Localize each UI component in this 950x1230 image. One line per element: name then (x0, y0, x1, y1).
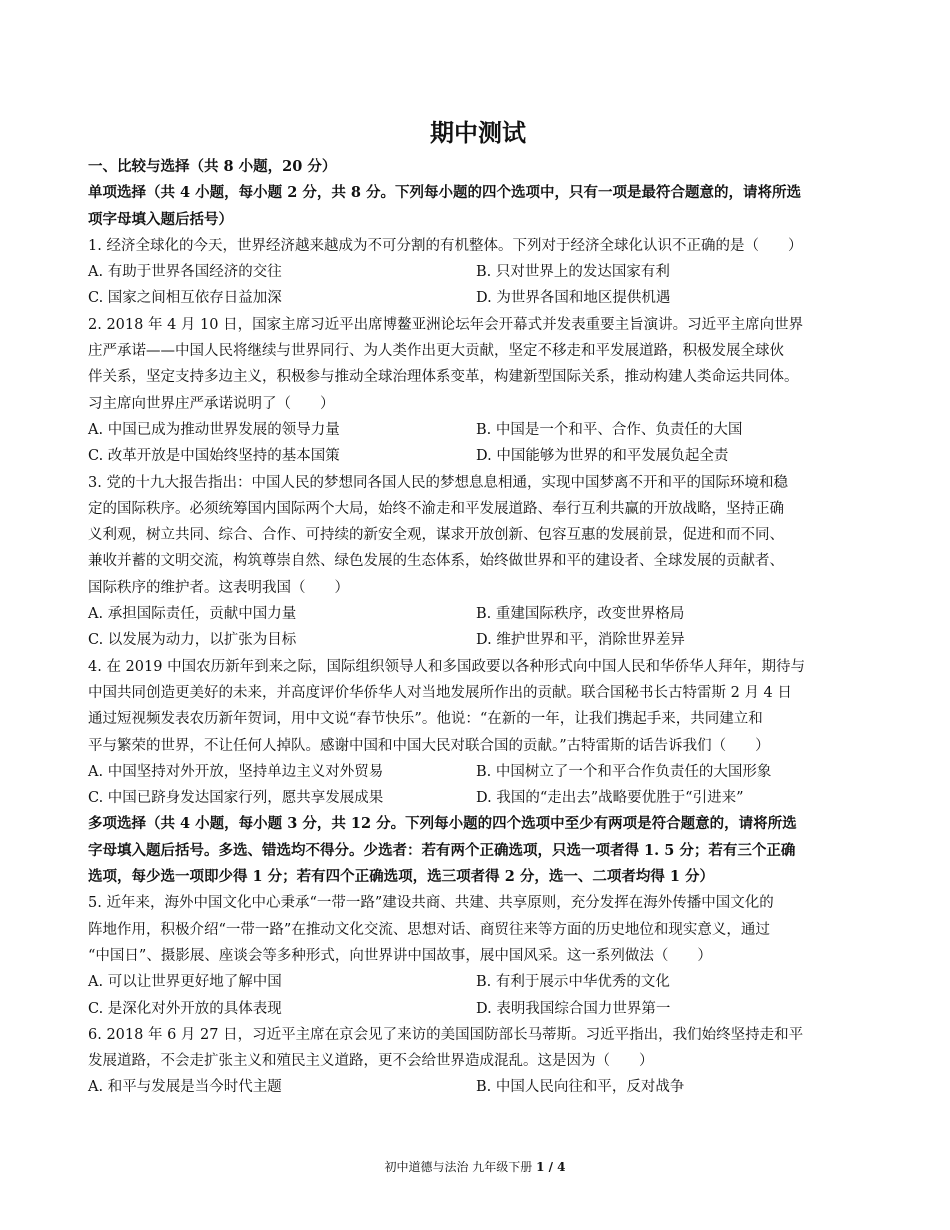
option-a: A. 承担国际责任，贡献中国力量 (88, 606, 297, 623)
question-5-stem: 阵地作用，积极介绍“一带一路”在推动文化交流、思想对话、商贸往来等方面的历史地位和现实意义，通过 (88, 921, 770, 938)
multi-choice-instructions: 字母填入题后括号。多选、错选均不得分。少选者：若有两个正确选项，只选一项者得 1. 5 分；若有三个正确 (88, 841, 796, 859)
section-heading: 一、比较与选择（共 8 小题，20 分） (88, 158, 337, 175)
question-6-stem: 发展道路，不会走扩张主义和殖民主义道路，更不会给世界造成混乱。这是因为（ ） (88, 1053, 654, 1070)
question-4-options (88, 785, 868, 811)
single-choice-instructions: 单项选择（共 4 小题，每小题 2 分，共 8 分。下列每小题的四个选项中，只有一项是最符合题意的，请将所选 (88, 184, 802, 202)
question-4-options (88, 759, 868, 785)
single-choice-instructions: 项字母填入题后括号） (88, 210, 233, 228)
question-3-stem: 定的国际秩序。必须统筹国内国际两个大局，始终不渝走和平发展道路、奉行互利共赢的开放战略，坚持正确 (88, 500, 784, 517)
option-b: B. 中国树立了一个和平合作负责任的大国形象 (476, 763, 772, 780)
option-c: C. 是深化对外开放的具体表现 (88, 1000, 282, 1017)
option-c: C. 国家之间相互依存日益加深 (88, 290, 282, 307)
multi-choice-instructions: 选项，每少选一项即少得 1 分；若有四个正确选项，选三项者得 2 分，选一、二项者均得 1 分） (88, 868, 715, 886)
option-c: C. 以发展为动力，以扩张为目标 (88, 632, 297, 649)
page-number: 1 / 4 (536, 1160, 566, 1174)
question-2-stem: 庄严承诺——中国人民将继续与世界同行、为人类作出更大贡献，坚定不移走和平发展道路，积极发展全球伙 (88, 343, 784, 360)
option-d: D. 表明我国综合国力世界第一 (476, 1000, 671, 1017)
question-1-options (88, 259, 868, 285)
question-2-stem: 习主席向世界庄严承诺说明了（ ） (88, 395, 335, 412)
multi-choice-instructions: 多项选择（共 4 小题，每小题 3 分，共 12 分。下列每小题的四个选项中至少有两项是符合题意的，请将所选 (88, 815, 797, 833)
question-4-stem: 通过短视频发表农历新年贺词，用中文说“春节快乐”。他说：“在新的一年，让我们携起手来，共同建立和 (88, 711, 763, 728)
question-3-options (88, 601, 868, 627)
option-b: B. 重建国际秩序，改变世界格局 (476, 606, 685, 623)
question-3-options (88, 627, 868, 653)
page-footer (0, 1158, 950, 1175)
option-a: A. 中国坚持对外开放，坚持单边主义对外贸易 (88, 763, 384, 780)
option-b: B. 中国是一个和平、合作、负责任的大国 (476, 421, 743, 438)
option-a: A. 和平与发展是当今时代主题 (88, 1079, 282, 1096)
option-d: D. 中国能够为世界的和平发展负起全责 (476, 448, 729, 465)
question-5-options (88, 996, 868, 1022)
option-a: A. 有助于世界各国经济的交往 (88, 264, 282, 281)
option-b: B. 只对世界上的发达国家有利 (476, 264, 670, 281)
question-3-stem: 兼收并蓄的文明交流，构筑尊崇自然、绿色发展的生态体系，始终做世界和平的建设者、全球发展的贡献者、 (88, 553, 784, 570)
question-5-stem: “中国日”、摄影展、座谈会等多种形式，向世界讲中国故事，展中国风采。这一系列做法（ ） (88, 947, 712, 964)
option-c: C. 改革开放是中国始终坚持的基本国策 (88, 448, 340, 465)
page-content (88, 112, 868, 1101)
question-3-stem: 国际秩序的维护者。这表明我国（ ） (88, 579, 349, 596)
page-title: 期中测试 (430, 118, 526, 147)
option-d: D. 为世界各国和地区提供机遇 (476, 290, 671, 307)
option-c: C. 中国已跻身发达国家行列，愿共享发展成果 (88, 790, 384, 807)
question-2-stem: 伴关系，坚定支持多边主义，积极参与推动全球治理体系变革，构建新型国际关系，推动构建人类命运共同体。 (88, 369, 799, 386)
question-3-stem: 义利观，树立共同、综合、合作、可持续的新安全观，谋求开放创新、包容互惠的发展前景，促进和而不同、 (88, 527, 784, 544)
question-4-stem: 中国共同创造更美好的未来，并高度评价华侨华人对当地发展所作出的贡献。联合国秘书长古特雷斯 2 月 4 日 (88, 684, 792, 701)
question-2-stem: 2. 2018 年 4 月 10 日，国家主席习近平出席博鳌亚洲论坛年会开幕式并发表重要主旨演讲。习近平主席向世界 (88, 316, 804, 333)
option-a: A. 中国已成为推动世界发展的领导力量 (88, 421, 340, 438)
option-b: B. 有利于展示中华优秀的文化 (476, 974, 670, 991)
question-1-options (88, 285, 868, 311)
footer-text: 初中道德与法治 九年级下册 (384, 1160, 537, 1174)
question-5-options (88, 969, 868, 995)
question-2-options (88, 443, 868, 469)
question-5-stem: 5. 近年来，海外中国文化中心秉承“一带一路”建设共商、共建、共享原则，充分发挥在海外传播中国文化的 (88, 895, 774, 912)
question-6-options (88, 1074, 868, 1100)
question-3-stem: 3. 党的十九大报告指出：中国人民的梦想同各国人民的梦想息息相通，实现中国梦离不开和平的国际环境和稳 (88, 474, 788, 491)
question-2-options (88, 417, 868, 443)
question-4-stem: 4. 在 2019 中国农历新年到来之际，国际组织领导人和多国政要以各种形式向中国人民和华侨华人拜年，期待与 (88, 658, 806, 675)
question-6-stem: 6. 2018 年 6 月 27 日，习近平主席在京会见了来访的美国国防部长马蒂斯。习近平指出，我们始终坚持走和平 (88, 1026, 804, 1043)
option-d: D. 我国的“走出去”战略要优胜于“引进来” (476, 790, 744, 807)
question-1-stem: 1. 经济全球化的今天，世界经济越来越成为不可分割的有机整体。下列对于经济全球化认识不正确的是（ ） (88, 237, 803, 254)
option-d: D. 维护世界和平，消除世界差异 (476, 632, 685, 649)
option-a: A. 可以让世界更好地了解中国 (88, 974, 282, 991)
option-b: B. 中国人民向往和平，反对战争 (476, 1079, 685, 1096)
question-4-stem: 平与繁荣的世界，不让任何人掉队。感谢中国和中国大民对联合国的贡献。”古特雷斯的话告诉我们（ ） (88, 737, 770, 754)
